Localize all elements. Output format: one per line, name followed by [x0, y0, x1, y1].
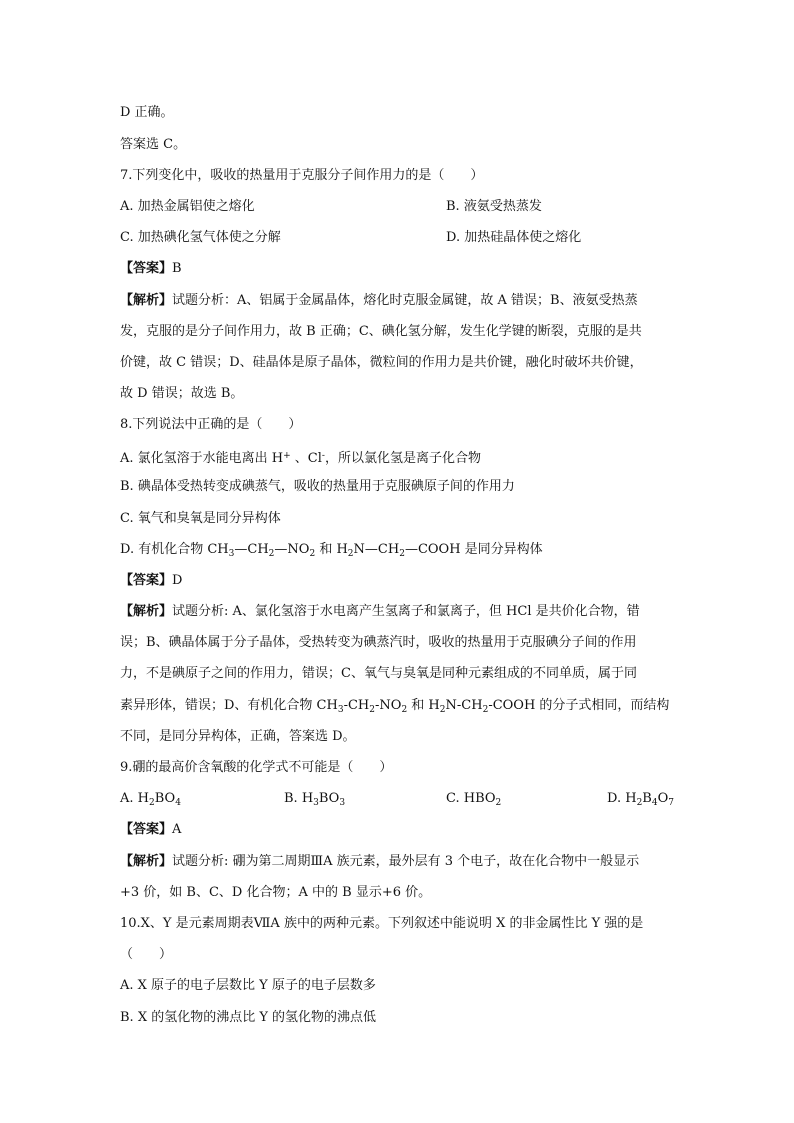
q9-option-a: A. $H_2BO_4$	[120, 791, 181, 808]
answer-tag: 【答案】	[120, 261, 173, 276]
q8-analysis-line: 【解析】试题分析: A、氯化氢溶于水电离产生氢离子和氯离子，但 HCl 是共价化合物，错	[120, 604, 640, 619]
q7-option-a: A. 加热金属铝使之熔化	[120, 199, 255, 214]
analysis-tag: 【解析】	[120, 293, 173, 308]
q9-option-b: B. $H_3BO_3$	[284, 791, 346, 808]
question-10-stem-cont: （ ）	[120, 947, 173, 962]
q10-option-b: B. X 的氢化物的沸点比 Y 的氢化物的沸点低	[120, 1010, 377, 1025]
q7-option-d: D. 加热硅晶体使之熔化	[446, 230, 582, 245]
q8-option-c: C. 氧气和臭氧是同分异构体	[120, 511, 281, 526]
q8-analysis-line: 误；B、碘晶体属于分子晶体，受热转变为碘蒸汽时，吸收的热量用于克服碘分子间的作用	[120, 635, 637, 650]
q8-analysis-line: 不同，是同分异构体，正确，答案选 D。	[120, 729, 356, 744]
q9-option-c: C. $HBO_2$	[446, 791, 502, 808]
text-line: D 正确。	[120, 105, 174, 120]
q7-analysis-line: 价键，故 C 错误；D、硅晶体是原子晶体，微粒间的作用力是共价键，融化时破坏共价键，	[120, 355, 643, 370]
q8-option-b: B. 碘晶体受热转变成碘蒸气，吸收的热量用于克服碘原子间的作用力	[120, 479, 515, 494]
q9-analysis-line: +3 价，如 B、C、D 化合物；A 中的 B 显示+6 价。	[120, 885, 432, 900]
q8-analysis-line: 素异形体，错误；D、有机化合物 $CH_3-CH_2-NO_2$ 和 $H_2N-CH_2$-COOH 的分子式相同，而结构	[120, 698, 670, 715]
question-8-stem: 8.下列说法中正确的是（ ）	[120, 417, 302, 432]
analysis-tag: 【解析】	[120, 854, 173, 869]
question-9-stem: 9.硼的最高价含氧酸的化学式不可能是（ ）	[120, 760, 393, 775]
q9-answer	[120, 821, 181, 839]
q9-option-d: D. $H_2B_4O_7$	[607, 791, 674, 808]
answer-tag: 【答案】	[120, 573, 173, 588]
q7-analysis-line: 【解析】试题分析：A、铝属于金属晶体，熔化时克服金属键，故 A 错误；B、液氨受热蒸	[120, 293, 638, 308]
question-10-stem: 10.X、Y 是元素周期表ⅦA 族中的两种元素。下列叙述中能说明 X 的非金属性比 Y 强的是	[120, 916, 644, 931]
q7-analysis-line: 故 D 错误；故选 B。	[120, 386, 244, 401]
text-line: 答案选 C。	[120, 137, 187, 152]
q7-option-b: B. 液氨受热蒸发	[446, 199, 542, 214]
q10-option-a: A. X 原子的电子层数比 Y 原子的电子层数多	[120, 978, 376, 993]
q8-option-a: A. 氯化氢溶于水能电离出 H+ 、Cl-，所以氯化氢是离子化合物	[120, 451, 481, 466]
question-7-stem: 7.下列变化中，吸收的热量用于克服分子间作用力的是（ ）	[120, 168, 484, 183]
q7-option-c: C. 加热碘化氢气体使之分解	[120, 230, 281, 245]
q8-option-d: D. 有机化合物 $CH_3—CH_2—NO_2$ 和 $H_2N—CH_2—COOH$ 是同分异构体	[120, 542, 543, 559]
analysis-tag: 【解析】	[120, 604, 173, 619]
q7-answer	[120, 260, 182, 278]
q8-analysis-line: 力，不是碘原子之间的作用力，错误；C、氧气与臭氧是同种元素组成的不同单质，属于同	[120, 666, 637, 681]
q9-analysis-line: 【解析】试题分析: 硼为第二周期ⅢA 族元素，最外层有 3 个电子，故在化合物中一般显示	[120, 854, 640, 869]
answer-value: D	[172, 573, 183, 588]
answer-value: A	[172, 822, 182, 837]
answer-tag: 【答案】	[120, 822, 173, 837]
q7-analysis-line: 发，克服的是分子间作用力，故 B 正确；C、碘化氢分解，发生化学键的断裂，克服的是共	[120, 324, 642, 339]
answer-value: B	[172, 261, 182, 276]
q8-answer	[120, 572, 182, 590]
